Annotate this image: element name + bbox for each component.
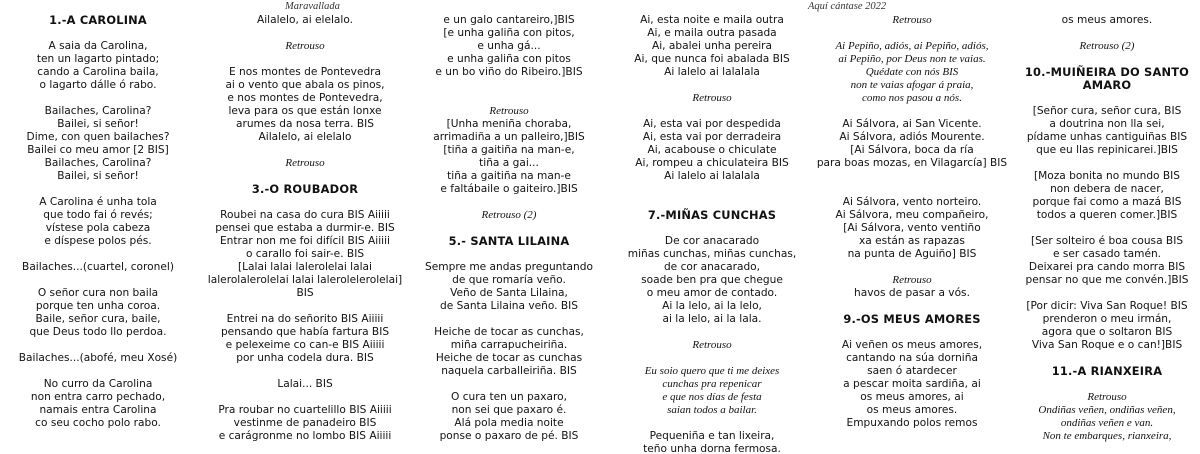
lyric-line: o lagarto dálle ó rabo. bbox=[39, 79, 157, 91]
lyric-line: e carágronme no lombo BIS Aiiiii bbox=[218, 430, 392, 442]
lyric-line: [Ai Sálvora, boca da ría bbox=[850, 144, 974, 156]
blank-line bbox=[414, 313, 604, 326]
lyric-line: Ai, e maila outra pasada bbox=[647, 27, 777, 39]
song-title: 10.-MUIÑEIRA DO SANTO bbox=[1024, 65, 1190, 79]
blank-line bbox=[604, 105, 820, 118]
refrain-label: Retrouso bbox=[692, 339, 732, 351]
blank-line bbox=[196, 196, 414, 209]
blank-line bbox=[0, 365, 196, 378]
column-2 bbox=[196, 14, 414, 443]
blank-line bbox=[604, 417, 820, 430]
lyric-line: A saia da Carolina, bbox=[48, 40, 148, 52]
blank-line bbox=[812, 326, 1012, 339]
lyric-line: Ailalelo, ai elelalo. bbox=[256, 14, 354, 26]
lyric-line: Ai, abalei unha pereira bbox=[651, 40, 773, 52]
lyric-line: tiña a gai... bbox=[479, 157, 539, 169]
lyric-line: Pequeniña e tan lixeira, bbox=[649, 430, 775, 442]
song-title: 7.-MIÑAS CUNCHAS bbox=[647, 208, 777, 222]
lyric-line: Bailaches...(cuartel, coronel) bbox=[22, 261, 174, 273]
lyric-line: [Señor cura, señor cura, BIS bbox=[1032, 105, 1182, 117]
blank-line bbox=[196, 53, 414, 66]
refrain-label: Retrouso bbox=[692, 92, 732, 104]
column-1 bbox=[0, 14, 196, 454]
lyric-line: Entrar non me foi difícil BIS Aiiiii bbox=[219, 235, 390, 247]
lyric-line: e pelexeime co can-e BIS Aiiiii bbox=[225, 339, 385, 351]
blank-line bbox=[196, 391, 414, 404]
lyric-line: os meus amores, ai bbox=[860, 391, 964, 403]
lyric-line: soade ben pra que chegue bbox=[641, 274, 783, 286]
column-4 bbox=[604, 14, 820, 454]
lyric-line: arumes da nosa terra. BIS bbox=[236, 118, 374, 130]
lyric-line: o meu amor de contado. bbox=[646, 287, 778, 299]
refrain-label: Retrouso (2) bbox=[1079, 40, 1135, 52]
refrain-label: Retrouso bbox=[285, 40, 325, 52]
blank-line bbox=[196, 300, 414, 313]
lyric-line: Ai Pepiño, adiós, ai Pepiño, adiós, bbox=[835, 40, 989, 52]
lyric-line: pídame unhas cantiguiñas BIS bbox=[1026, 131, 1188, 143]
refrain-label: Retrouso bbox=[489, 105, 529, 117]
lyric-line: Roubei na casa do cura BIS Aiiiii bbox=[220, 209, 390, 221]
lyric-line: Sempre me andas preguntando bbox=[425, 261, 593, 273]
lyric-line: o carallo foi sair-e. BIS bbox=[245, 248, 365, 260]
lyric-line: Alá pola media noite bbox=[454, 417, 564, 429]
lyric-line: havos de pasar a vós. bbox=[854, 287, 970, 299]
lyric-line: na punta de Aguiño] BIS bbox=[847, 248, 977, 260]
blank-line bbox=[812, 170, 1012, 183]
blank-line bbox=[414, 92, 604, 105]
song-title: 3.-O ROUBADOR bbox=[251, 182, 359, 196]
lyric-line: lalerolalerolelai lalai lalerolelerolelai] bbox=[207, 274, 403, 286]
lyric-line: Ailalelo, ai elelalo bbox=[258, 131, 352, 143]
lyric-line: e que nos días de festa bbox=[662, 391, 762, 403]
lyric-line: para boas mozas, en Vilagarcía] BIS bbox=[816, 157, 1008, 169]
lyric-line: porque ten unha coroa. bbox=[35, 300, 161, 312]
lyric-line: os meus amores. bbox=[866, 404, 958, 416]
lyric-line: Baile, señor cura, baile, bbox=[35, 313, 161, 325]
lyric-line: Deixarei pra cando morra BIS bbox=[1028, 261, 1186, 273]
lyric-line: Ai Sálvora, ai San Vicente. bbox=[842, 118, 982, 130]
lyric-line: [Ai Sálvora, vento ventiño bbox=[843, 222, 981, 234]
refrain-label: Retrouso bbox=[892, 274, 932, 286]
lyric-line: ten un lagarto pintado; bbox=[36, 53, 160, 65]
lyric-line: e unha gá... bbox=[477, 40, 541, 52]
lyric-line: O señor cura non baila bbox=[37, 287, 159, 299]
header-left: Maravallada bbox=[285, 1, 340, 12]
lyric-line: saen ó atardecer bbox=[867, 365, 957, 377]
lyric-line: e un bo viño do Ribeiro.]BIS bbox=[435, 66, 583, 78]
lyric-line: prenderon o meu irmán, bbox=[1042, 313, 1172, 325]
lyric-line: saian todos a bailar. bbox=[667, 404, 757, 416]
lyric-line: Bailaches...(abofé, meu Xosé) bbox=[18, 352, 178, 364]
lyric-line: De cor anacarado bbox=[664, 235, 760, 247]
header-right: Aquí cántase 2022 bbox=[808, 1, 887, 12]
lyric-line: miña carrapucheiriña. bbox=[450, 339, 568, 351]
lyric-line: Viva San Roque e o can!]BIS bbox=[1031, 339, 1183, 351]
lyric-line: Quédate con nós BIS bbox=[865, 66, 959, 78]
column-5 bbox=[812, 14, 1012, 430]
song-title: 9.-OS MEUS AMORES bbox=[843, 312, 981, 326]
lyric-line: e unha galiña con pitos bbox=[447, 53, 571, 65]
blank-line bbox=[812, 183, 1012, 196]
lyric-line: co seu cocho polo rabo. bbox=[35, 417, 161, 429]
lyric-line: que Deus todo llo perdoa. bbox=[29, 326, 167, 338]
blank-line bbox=[414, 378, 604, 391]
blank-line bbox=[0, 248, 196, 261]
lyric-line: Heiche de tocar as cunchas, bbox=[434, 326, 584, 338]
lyric-line: Ai, acabouse o chiculate bbox=[647, 144, 777, 156]
blank-line bbox=[1014, 222, 1200, 235]
lyric-line: Ai, esta noite e maila outra bbox=[640, 14, 784, 26]
lyric-line: e nos montes de Pontevedra, bbox=[227, 92, 383, 104]
lyric-line: de que romaría veño. bbox=[452, 274, 566, 286]
blank-line bbox=[1014, 157, 1200, 170]
lyric-line: vestinme de panadeiro BIS bbox=[233, 417, 377, 429]
lyric-line: [Ser solteiro é boa cousa BIS bbox=[1030, 235, 1184, 247]
lyric-line: cantando na súa dorniña bbox=[846, 352, 978, 364]
lyric-line: Ai, esta vai por despedida bbox=[643, 118, 781, 130]
lyric-line: que eu llas repinicarei.]BIS bbox=[1036, 144, 1178, 156]
lyric-line: Pra roubar no cuartelillo BIS Aiiiii bbox=[218, 404, 392, 416]
lyric-line: que todo fai ó revés; bbox=[43, 209, 153, 221]
song-title: 5.- SANTA LILAINA bbox=[448, 234, 570, 248]
blank-line bbox=[0, 27, 196, 40]
lyric-line: como nos pasou a nós. bbox=[862, 92, 962, 104]
lyric-line: os meus amores. bbox=[1061, 14, 1153, 26]
refrain-label: Retrouso (2) bbox=[481, 209, 537, 221]
lyric-line: BIS bbox=[296, 287, 314, 299]
lyric-line: Ai, esta vai por derradeira bbox=[642, 131, 782, 143]
lyric-line: Bailaches, Carolina? bbox=[44, 105, 152, 117]
lyric-line: vístese pola cabeza bbox=[45, 222, 151, 234]
lyric-line: Bailei, si señor! bbox=[57, 118, 139, 130]
lyric-line: [e unha galiña con pitos, bbox=[443, 27, 575, 39]
lyric-line: leva para os que están lonxe bbox=[228, 105, 382, 117]
lyric-line: todos a queren comer.]BIS bbox=[1036, 209, 1178, 221]
lyric-line: Ai Sálvora, adiós Mourente. bbox=[839, 131, 985, 143]
lyric-line: pensando que había fartura BIS bbox=[220, 326, 390, 338]
lyric-line: e díspese polos pés. bbox=[44, 235, 152, 247]
blank-line bbox=[0, 430, 196, 443]
blank-line bbox=[414, 79, 604, 92]
lyric-line: de Santa Lilaina veño. BIS bbox=[440, 300, 578, 312]
lyric-line: naquela carballeiriña. BIS bbox=[441, 365, 577, 377]
blank-line bbox=[0, 443, 196, 454]
lyric-line: pensei que estaba a durmir-e. BIS bbox=[215, 222, 395, 234]
lyric-line: Ai, que nunca foi abalada BIS bbox=[634, 53, 790, 65]
lyric-line: Ai la lelo, ai la lelo, bbox=[662, 300, 762, 312]
lyric-line: Bailei, si señor! bbox=[57, 170, 139, 182]
lyric-line: Empuxando polos remos bbox=[846, 417, 978, 429]
lyric-line: e ser casado tamén. bbox=[1052, 248, 1162, 260]
lyric-line: Heiche de tocar as cunchas bbox=[435, 352, 583, 364]
blank-line bbox=[0, 183, 196, 196]
lyric-line: ai Pepiño, por Deus non te vaias. bbox=[838, 53, 986, 65]
blank-line bbox=[1014, 92, 1200, 105]
lyric-line: Ai veñen os meus amores, bbox=[841, 339, 983, 351]
blank-line bbox=[604, 183, 820, 196]
lyric-line: A Carolina é unha tola bbox=[39, 196, 157, 208]
lyric-line: No curro da Carolina bbox=[43, 378, 153, 390]
lyric-line: Ai lalelo ai lalalala bbox=[664, 170, 760, 182]
lyric-line: Ai, rompeu a chiculateira BIS bbox=[635, 157, 789, 169]
lyric-line: Ai lalelo ai lalalala bbox=[664, 66, 760, 78]
lyric-line: Entrei na do señorito BIS Aiiiii bbox=[226, 313, 384, 325]
lyric-line: agora que o soltaron BIS bbox=[1041, 326, 1173, 338]
blank-line bbox=[196, 27, 414, 40]
lyric-line: cunchas pra repenicar bbox=[662, 378, 762, 390]
lyric-line: non te vaias afogar á praia, bbox=[850, 79, 974, 91]
blank-line bbox=[604, 326, 820, 339]
blank-line bbox=[812, 261, 1012, 274]
lyric-line: de cor anacarado, bbox=[663, 261, 761, 273]
lyric-line: Lalai... BIS bbox=[277, 378, 333, 390]
lyric-line: ponse o paxaro de pé. BIS bbox=[439, 430, 579, 442]
column-6 bbox=[1014, 14, 1200, 443]
column-3 bbox=[414, 14, 604, 443]
blank-line bbox=[196, 144, 414, 157]
lyric-line: non sei que paxaro é. bbox=[451, 404, 567, 416]
lyric-line: Ondiñas veñen, ondiñas veñen, bbox=[1038, 404, 1176, 416]
lyric-line: [tiña a gaitiña na man-e, bbox=[443, 144, 575, 156]
lyric-line: porque fai como a mazá BIS bbox=[1032, 196, 1182, 208]
lyric-line: Ai Sálvora, vento norteiro. bbox=[842, 196, 982, 208]
blank-line bbox=[1014, 287, 1200, 300]
song-title: AMARO bbox=[1082, 78, 1132, 92]
lyric-line: ondiñas veñen e van. bbox=[1060, 417, 1154, 429]
lyric-line: namais entra Carolina bbox=[39, 404, 157, 416]
lyric-line: pensar no que me convén.]BIS bbox=[1025, 274, 1189, 286]
lyric-line: e un galo cantareiro,]BIS bbox=[443, 14, 575, 26]
refrain-label: Retrouso bbox=[892, 14, 932, 26]
lyric-line: ai la lelo, ai la lala. bbox=[662, 313, 762, 325]
lyric-line: cando a Carolina baila, bbox=[37, 66, 159, 78]
blank-line bbox=[0, 339, 196, 352]
lyric-line: xa están as rapazas bbox=[859, 235, 965, 247]
refrain-label: Retrouso bbox=[1087, 391, 1127, 403]
lyric-line: non debera de nacer, bbox=[1050, 183, 1164, 195]
lyric-line: tiña a gaitiña na man-e bbox=[447, 170, 571, 182]
blank-line bbox=[812, 27, 1012, 40]
lyric-line: Non te embarques, rianxeira, bbox=[1042, 430, 1172, 442]
blank-line bbox=[812, 105, 1012, 118]
blank-line bbox=[1014, 27, 1200, 40]
blank-line bbox=[196, 365, 414, 378]
lyric-line: E nos montes de Pontevedra bbox=[228, 66, 382, 78]
lyric-line: Veño de Santa Lilaina, bbox=[450, 287, 568, 299]
lyric-line: miñas cunchas, miñas cunchas, bbox=[627, 248, 797, 260]
lyric-line: Bailaches, Carolina? bbox=[44, 157, 152, 169]
lyric-line: a doutrina non lla sei, bbox=[1049, 118, 1165, 130]
blank-line bbox=[604, 352, 820, 365]
song-title: 1.-A CAROLINA bbox=[49, 13, 147, 27]
lyric-line: teño unha dorna fermosa. bbox=[643, 443, 781, 454]
lyric-line: O cura ten un paxaro, bbox=[451, 391, 567, 403]
lyric-line: non entra carro pechado, bbox=[30, 391, 166, 403]
lyric-line: por unha codela dura. BIS bbox=[236, 352, 374, 364]
lyric-line: Eu soio quero que ti me deixes bbox=[644, 365, 780, 377]
blank-line bbox=[604, 79, 820, 92]
lyric-line: e faltábaile o gaiteiro.]BIS bbox=[440, 183, 578, 195]
lyric-line: Bailei co meu amor [2 BIS] bbox=[27, 144, 169, 156]
blank-line bbox=[0, 274, 196, 287]
lyric-line: a pescar moita sardiña, ai bbox=[843, 378, 981, 390]
song-title: 11.-A RIANXEIRA bbox=[1051, 364, 1163, 378]
lyric-line: [Por dicir: Viva San Roque! BIS bbox=[1026, 300, 1188, 312]
lyric-line: Dime, con quen bailaches? bbox=[26, 131, 170, 143]
lyric-line: [Moza bonita no mundo BIS bbox=[1033, 170, 1181, 182]
blank-line bbox=[604, 222, 820, 235]
lyric-line: arrimadiña a un palleiro,]BIS bbox=[433, 131, 585, 143]
blank-line bbox=[1014, 378, 1200, 391]
refrain-label: Retrouso bbox=[285, 157, 325, 169]
lyric-line: [Lalai lalai lalerolelai lalai bbox=[238, 261, 372, 273]
blank-line bbox=[414, 196, 604, 209]
lyric-line: [Unha meniña choraba, bbox=[446, 118, 572, 130]
lyric-line: ai o vento que abala os pinos, bbox=[225, 79, 385, 91]
lyric-line: Ai Sálvora, meu compañeiro, bbox=[835, 209, 989, 221]
blank-line bbox=[414, 248, 604, 261]
blank-line bbox=[0, 92, 196, 105]
